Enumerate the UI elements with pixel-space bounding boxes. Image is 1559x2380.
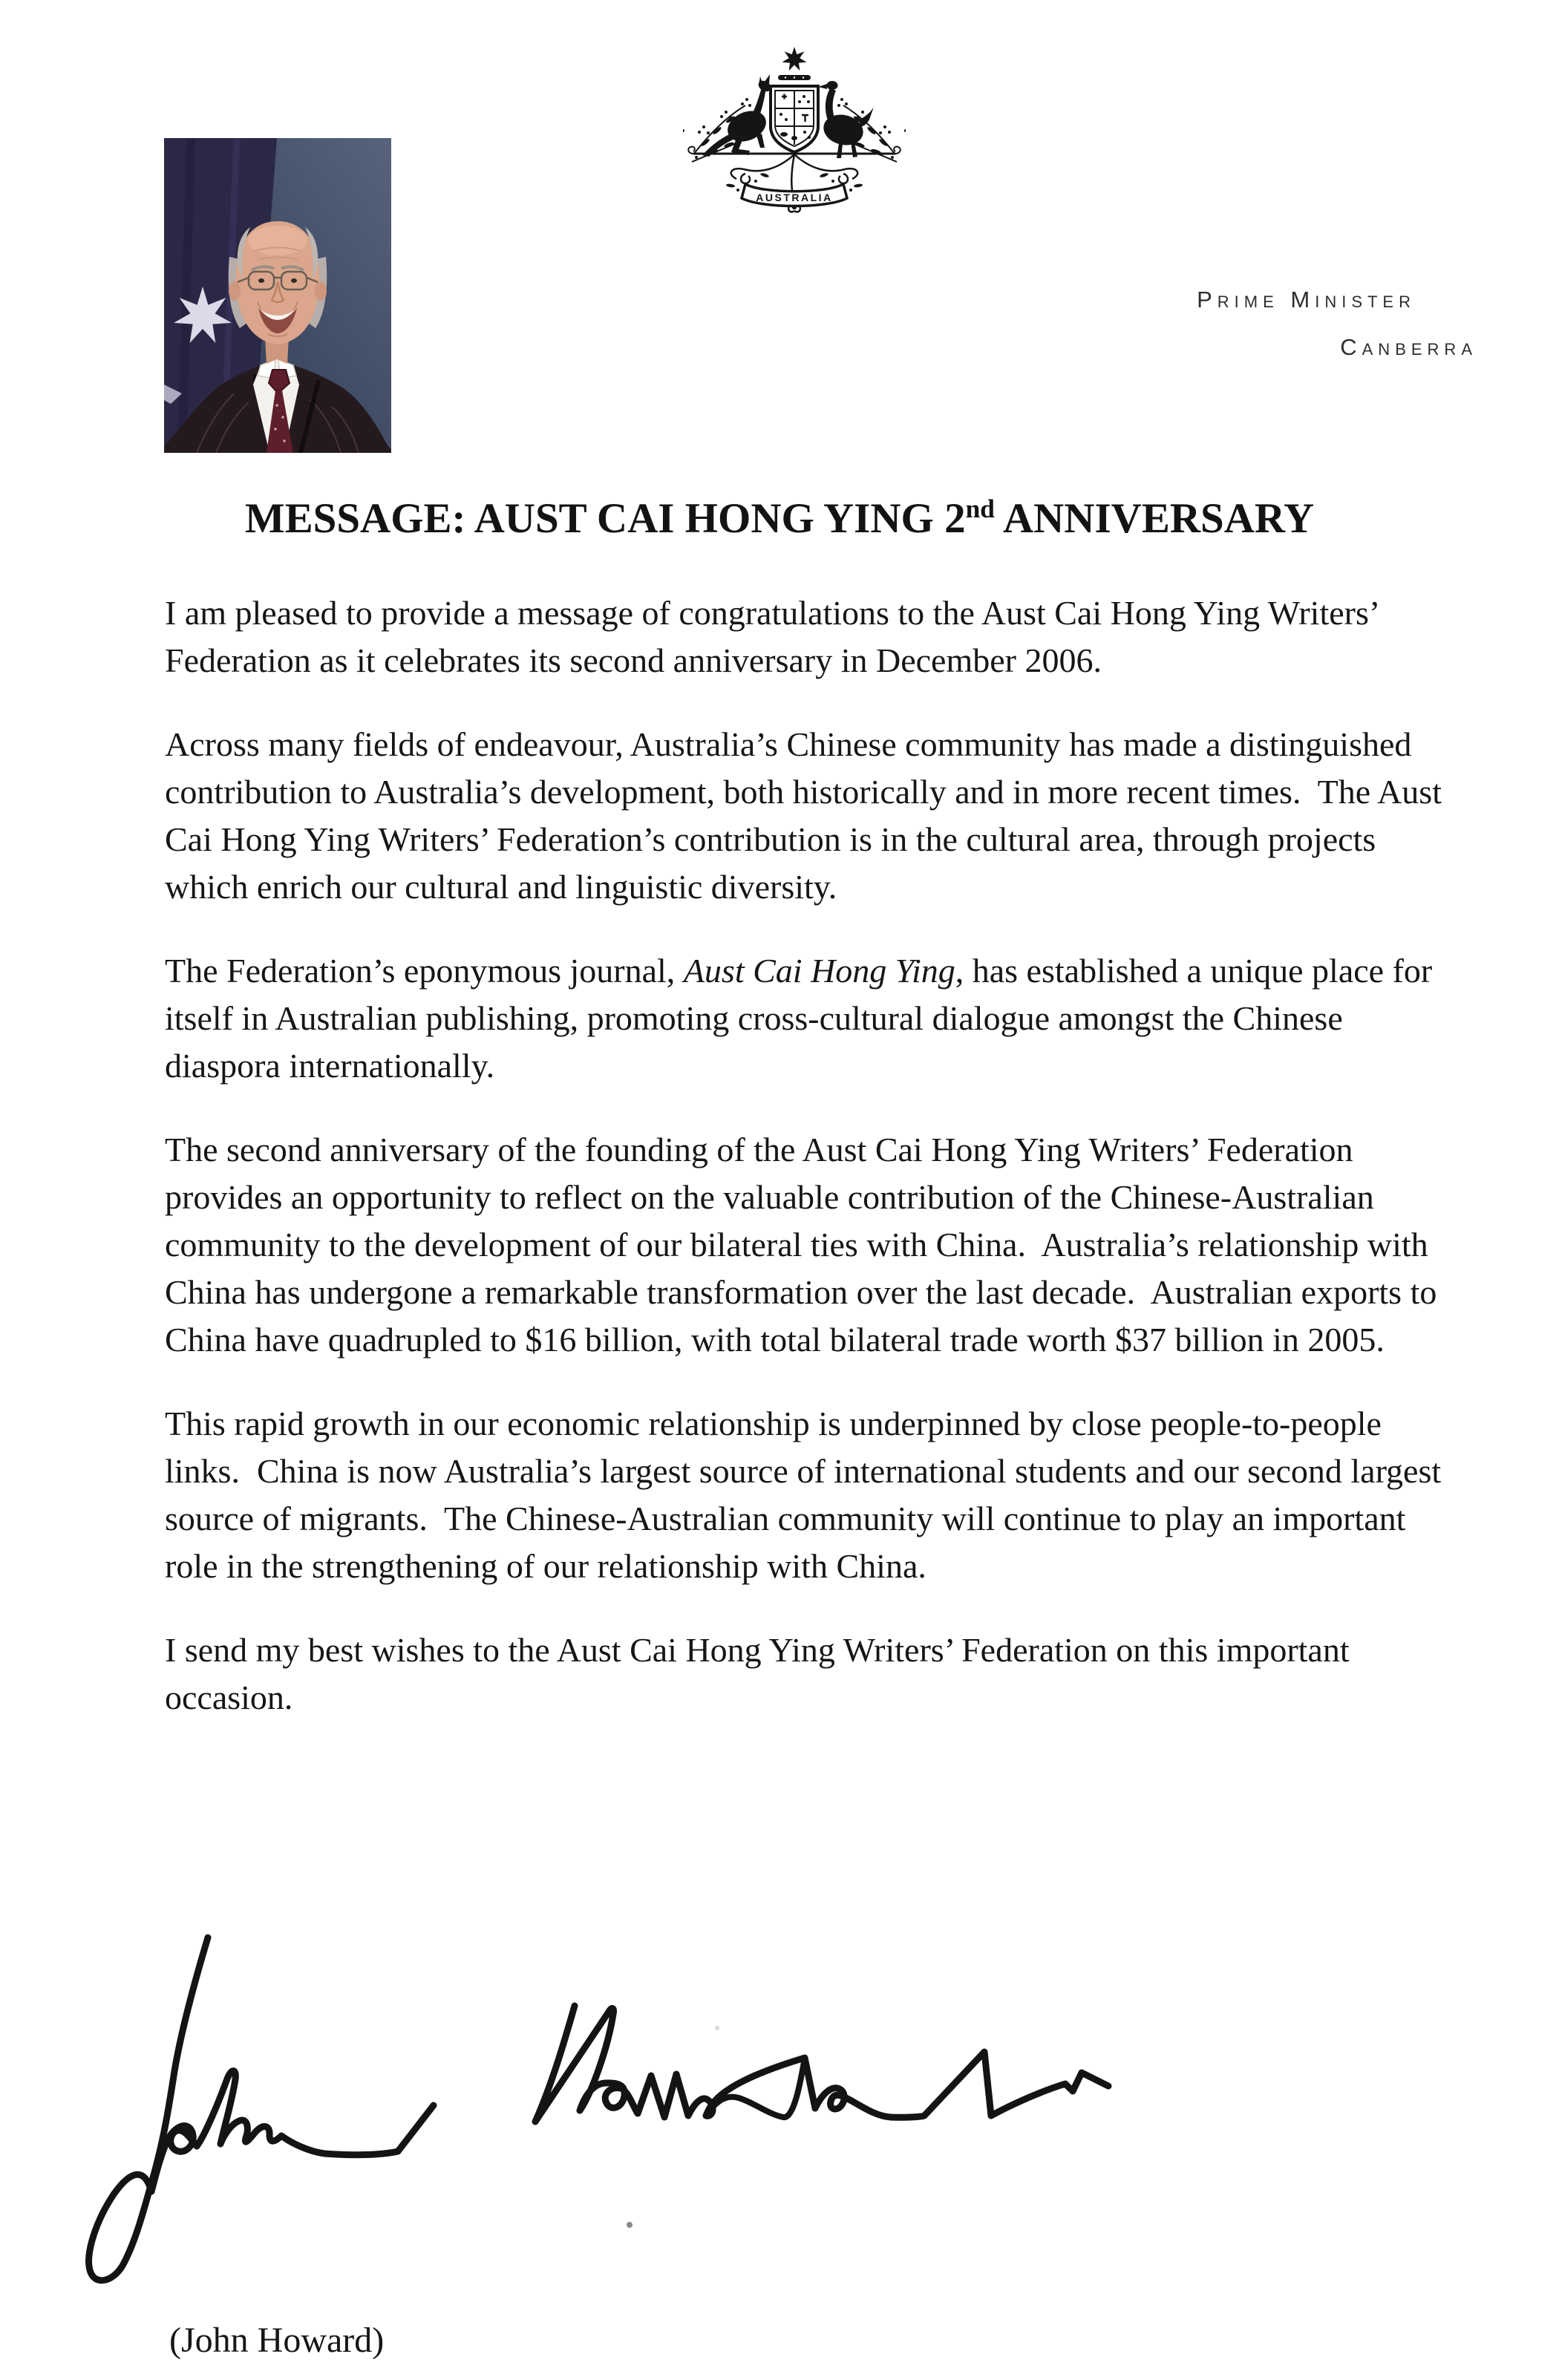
journal-name-italic: Aust Cai Hong Ying — [683, 952, 955, 990]
signed-name: (John Howard) — [169, 2321, 385, 2360]
title-main: MESSAGE: AUST CAI HONG YING 2 — [244, 495, 966, 542]
paragraph — [165, 947, 1442, 1090]
title-ordinal-suffix: nd — [965, 494, 995, 523]
signature-handwriting — [71, 1930, 1154, 2301]
paragraph — [165, 1400, 1442, 1590]
letterhead-city: Canberra — [1340, 334, 1477, 360]
paragraph-text: , has established a unique place for itself in Australian publishing, promoting cross-cultural dialogue amongst the Chinese diaspora internationally. — [165, 952, 1433, 1085]
kangaroo-icon — [702, 74, 773, 157]
title-rest: ANNIVERSARY — [994, 495, 1315, 542]
paragraph-text: This rapid growth in our economic relationship is underpinned by close people-to-people links. China is now Australia’s largest source of international students and our second largest source of migrants. The Chinese-Australian community will continue to play an important role in the strengthening of our relationship with China. — [165, 1405, 1442, 1585]
paragraph-text: The second anniversary of the founding of the Aust Cai Hong Ying Writers’ Federation provides an opportunity to reflect on the valuable contribution of the Chinese-Australian community to the development of our bilateral ties with China. Australia’s relationship with China has undergone a remarkable transformation over the last decade. Australian exports to China have quadrupled to $16 billion, with total bilateral trade worth $37 billion in 2005. — [165, 1131, 1437, 1359]
paragraph — [165, 1126, 1442, 1364]
paragraph-text: The Federation’s eponymous journal, — [165, 952, 684, 990]
coat-of-arms-illustration — [683, 43, 906, 215]
portrait-illustration — [164, 138, 391, 453]
paragraph — [165, 721, 1442, 911]
paragraph — [165, 1627, 1442, 1722]
letter-title — [0, 496, 1559, 543]
letter-body — [165, 589, 1442, 1758]
shield — [771, 86, 818, 152]
paragraph — [165, 589, 1442, 684]
scan-speck — [715, 2026, 719, 2030]
portrait-photo — [164, 138, 391, 453]
coat-of-arms — [683, 43, 906, 215]
letterhead-office: Prime Minister — [1197, 287, 1416, 313]
scan-speck — [627, 2222, 633, 2228]
commonwealth-star-icon — [782, 47, 806, 71]
paragraph-text: I send my best wishes to the Aust Cai Hong Ying Writers’ Federation on this important occasion. — [165, 1631, 1350, 1716]
paragraph-text: I am pleased to provide a message of congratulations to the Aust Cai Hong Ying Writers’ Federation as it celebrates its second anniversary in December 2006. — [165, 594, 1378, 679]
crest-banner-label: AUSTRALIA — [756, 192, 833, 203]
paragraph-text: Across many fields of endeavour, Australia’s Chinese community has made a distinguished contribution to Australia’s development, both historically and in more recent times. The Aust Cai Hong Ying Writers’ Federation’s contribution is in the cultural area, through projects which enrich our cultural and linguistic diversity. — [165, 725, 1442, 906]
emu-icon — [818, 81, 874, 158]
